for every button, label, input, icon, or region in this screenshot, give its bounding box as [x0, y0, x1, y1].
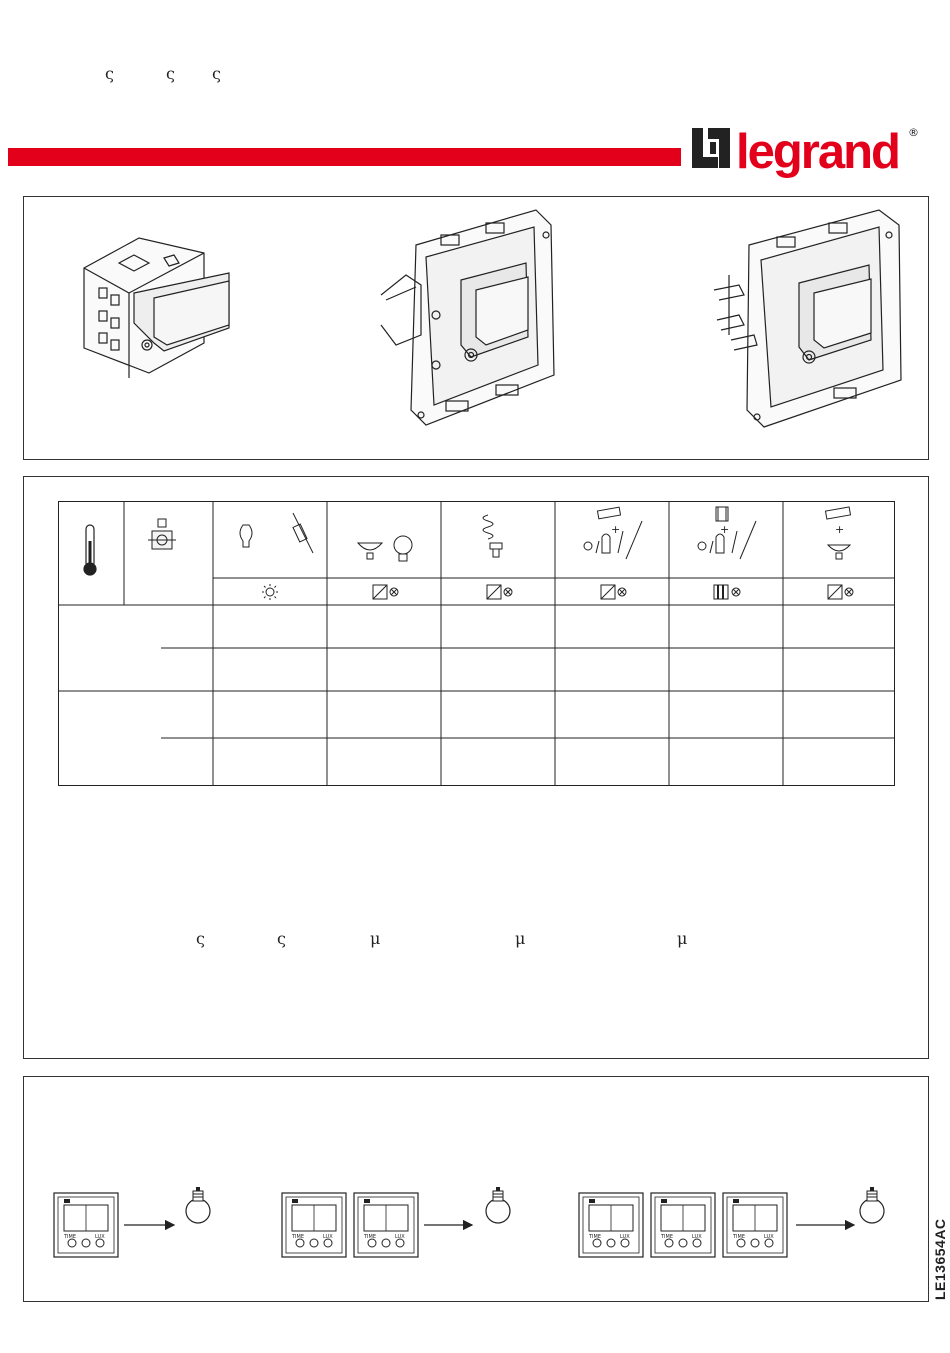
wiring-diagrams-panel [23, 1076, 929, 1302]
fluorescent-ferromagnetic-ballast-icon [698, 507, 756, 559]
legrand-mark-icon [692, 128, 730, 168]
svg-text:+: + [611, 523, 621, 536]
wiring-diagram-triple [579, 1187, 884, 1257]
mechanism-frame-illustration [376, 205, 556, 435]
electronic-load-symbol-icon-4 [828, 585, 853, 599]
load-compatibility-table [58, 501, 896, 787]
svg-text:legrand: legrand [736, 125, 899, 179]
document-reference: LE13654AC [932, 1218, 948, 1300]
products-panel [23, 196, 929, 460]
electronic-load-symbol-icon-2 [487, 585, 512, 599]
elv-halogen-transformer-icon [825, 507, 850, 559]
wiring-diagram-single [54, 1187, 210, 1257]
spec-glyph-5: μ [677, 929, 688, 948]
terminal-screw-icon [148, 519, 176, 549]
spec-glyph-3: μ [370, 929, 381, 948]
wiring-diagrams: TIME LUX [24, 1077, 928, 1301]
title-glyph-3: ς [212, 64, 221, 83]
led-lamp-icon [358, 536, 412, 561]
svg-text:+: + [835, 523, 845, 536]
brand-red-bar [8, 148, 681, 166]
halogen-lamp-icon [240, 513, 313, 553]
mechanism-illustration [79, 233, 239, 383]
compact-fluorescent-icon [483, 515, 502, 557]
wiring-diagram-double [282, 1187, 510, 1257]
fluorescent-electronic-ballast-icon [584, 507, 642, 559]
load-table-panel [23, 476, 929, 1059]
thermometer-icon [84, 525, 96, 575]
spec-glyph-1: ς [196, 929, 205, 948]
title-glyph-2: ς [166, 64, 175, 83]
ferromagnetic-load-symbol-icon [714, 585, 740, 599]
bulb-icon [186, 1187, 210, 1223]
legrand-logo [690, 120, 922, 188]
mechanism-claws-illustration [709, 205, 914, 435]
title-glyph-1: ς [105, 64, 114, 83]
bulb-icon-3 [860, 1187, 884, 1223]
spec-glyph-4: μ [515, 929, 526, 948]
electronic-load-symbol-icon [373, 585, 398, 599]
electronic-load-symbol-icon-3 [601, 585, 626, 599]
spec-glyph-2: ς [277, 929, 286, 948]
svg-text:®: ® [908, 126, 919, 139]
svg-text:+: + [720, 523, 730, 536]
lamp-symbol-icon [262, 584, 278, 600]
bulb-icon-2 [486, 1187, 510, 1223]
